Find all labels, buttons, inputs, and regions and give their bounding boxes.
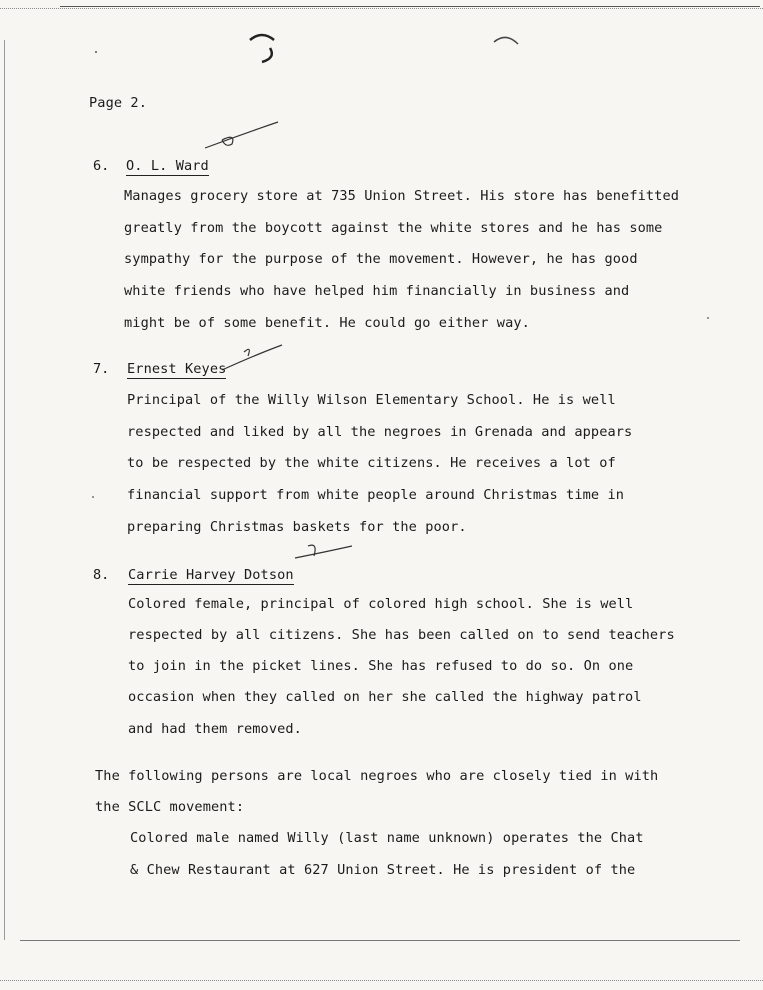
entry-line: Colored female, principal of colored high school. She is well [128,596,634,612]
closing-paragraph-line: Colored male named Willy (last name unknown) operates the Chat [130,830,644,846]
punch-hole-left-icon [250,35,274,62]
entry-line: Principal of the Willy Wilson Elementary School. He is well [127,392,616,408]
punch-hole-right-icon [494,37,518,44]
entry-line: preparing Christmas baskets for the poor. [127,519,467,535]
speck-icon [92,496,94,498]
entry-name [127,361,226,377]
speck-icon [95,51,97,53]
pen-mark-7-icon [222,345,282,370]
pen-mark-8-icon [295,545,352,558]
entry-line: to join in the picket lines. She has refused to do so. On one [128,658,634,674]
entry-line: sympathy for the purpose of the movement. However, he has good [124,251,638,267]
entry-line: might be of some benefit. He could go either way. [124,315,530,331]
closing-line: the SCLC movement: [95,799,245,815]
entry-line: respected and liked by all the negroes in Grenada and appears [127,424,633,440]
entry-line: greatly from the boycott against the white stores and he has some [124,220,663,236]
pen-mark-6-icon [205,122,278,148]
entry-name-text: Ernest Keyes [127,361,227,377]
entry-number: 6. [93,158,110,174]
closing-line: The following persons are local negroes who are closely tied in with [95,768,659,784]
entry-line: respected by all citizens. She has been called on to send teachers [128,627,675,643]
entry-line: white friends who have helped him financially in business and [124,283,630,299]
entry-line: occasion when they called on her she called the highway patrol [128,689,642,705]
entry-line: to be respected by the white citizens. He receives a lot of [127,455,616,471]
entry-number: 7. [93,361,110,377]
closing-paragraph-line: & Chew Restaurant at 627 Union Street. He is president of the [130,862,636,878]
entry-name-text: Carrie Harvey Dotson [128,567,294,583]
entry-name [126,158,209,174]
speck-icon [707,317,709,319]
entry-name-text: O. L. Ward [126,158,209,174]
entry-line: financial support from white people around Christmas time in [127,487,625,503]
entry-name [128,567,294,583]
entry-line: and had them removed. [128,721,302,737]
page-label: Page 2. [89,95,147,111]
entry-line: Manages grocery store at 735 Union Street. His store has benefitted [124,188,680,204]
entry-number: 8. [93,567,110,583]
